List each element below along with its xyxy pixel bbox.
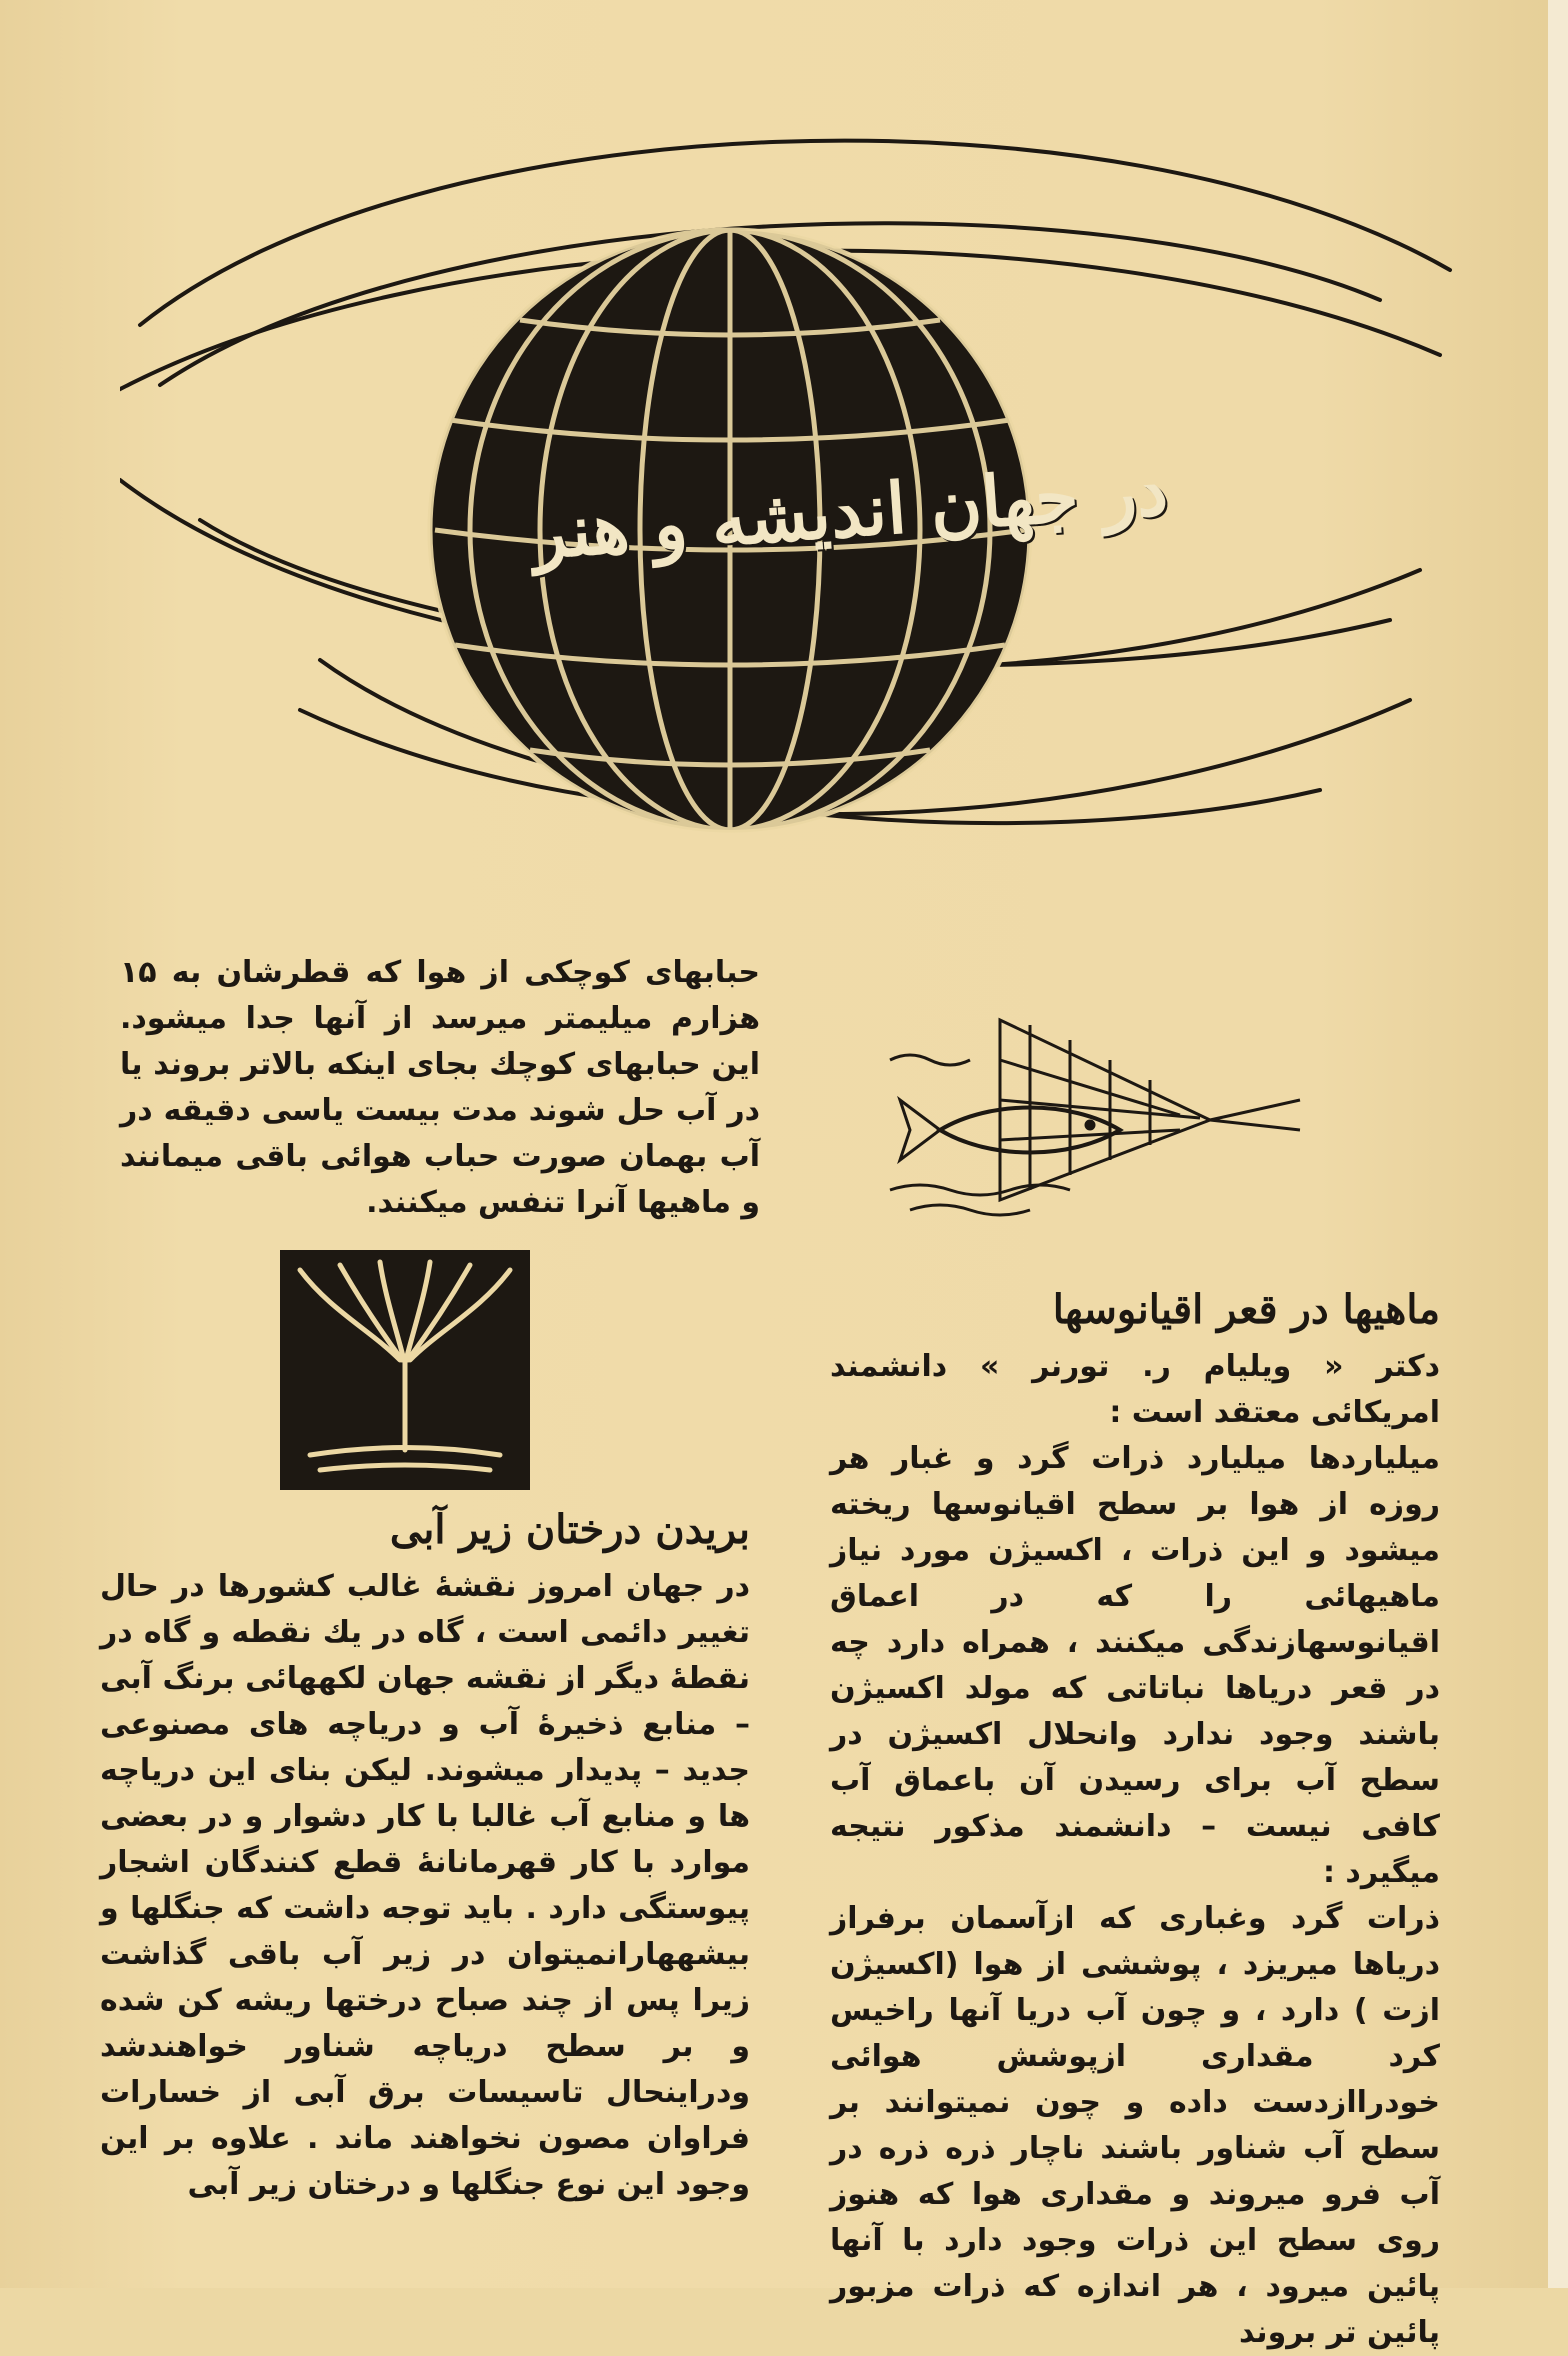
bubbles-paragraph	[120, 950, 760, 1226]
fish-article-para1: میلیاردها میلیارد ذرات گرد و غبار هر روزه از هوا بر سطح اقیانوسها ریخته میشود و این ذرات ، اکسیژن مورد نیاز ماهیهائی را که در اعماق اقیانوسهازندگی میکنند ، همراه دارد چه در قعر دریاها نباتاتی که مولد اکسیژن باشند وجود ندارد وانحلال اکسیژن در سطح آب برای رسیدن آن باعماق آب کافی نیست – دانشمند مذکور نتیجه میگیرد :	[830, 1441, 1440, 1890]
fish-net-illustration	[880, 1000, 1320, 1230]
fish-article-intro: دکتر « ویلیام ر. تورنر » دانشمند امریکائی معتقد است :	[830, 1349, 1440, 1430]
trees-article-title: بریدن درختان زیر آبی	[389, 1506, 750, 1553]
header-title: در جهان اندیشه و هنر	[529, 447, 1171, 576]
paper-edge	[1548, 0, 1568, 2288]
tree-illustration	[280, 1250, 530, 1490]
fish-article-para2: ذرات گرد وغباری که ازآسمان برفراز دریاها میریزد ، پوششی از هوا (اکسیژن ازت ) دارد ، و چون آب دریا آنها راخیس کرد مقداری ازپوشش هوائی خودراازدست داده و چون نمیتوانند بر سطح آب شناور باشند ناچار ذره ذره در آب فرو میروند و مقداری هوا که هنوز روی سطح این ذرات وجود دارد با آنها پائین میرود ، هر اندازه که ذرات مزبور پائین تر بروند	[830, 1901, 1440, 2350]
bubbles-text: حبابهای کوچکی از هوا که قطرشان به ۱۵ هزارم میلیمتر میرسد از آنها جدا میشود. این حبابهای کوچك بجای اینکه بالاتر بروند یا در آب حل شوند مدت بیست یاسی دقیقه در آب بهمان صورت حباب هوائی باقی میمانند و ماهیها آنرا تنفس میکنند.	[120, 955, 760, 1220]
fish-article-title: ماهیها در قعر اقیانوسها	[1052, 1286, 1440, 1333]
fish-article	[830, 1280, 1440, 2356]
trees-article	[100, 1500, 750, 2208]
trees-article-body: در جهان امروز نقشهٔ غالب کشورها در حال تغییر دائمی است ، گاه در یك نقطه و گاه در نقطهٔ دیگر از نقشه جهان لکههائی برنگ آبی – منابع ذخیرهٔ آب و دریاچه های مصنوعی جدید – پدیدار میشوند. لیکن بنای این دریاچه ها و منابع آب غالبا با کار دشوار و در بعضی موارد با کار قهرمانانهٔ قطع کنندگان اشجار پیوستگی دارد . باید توجه داشت که جنگلها و بیشههارانمیتوان در زیر آب باقی گذاشت زیرا پس از چند صباح درختها ریشه کن شده و بر سطح دریاچه شناور خواهندشد ودراینحال تاسیسات برق آبی از خسارات فراوان مصون نخواهند ماند . علاوه بر این وجود این نوع جنگلها و درختان زیر آبی	[100, 1569, 750, 2202]
